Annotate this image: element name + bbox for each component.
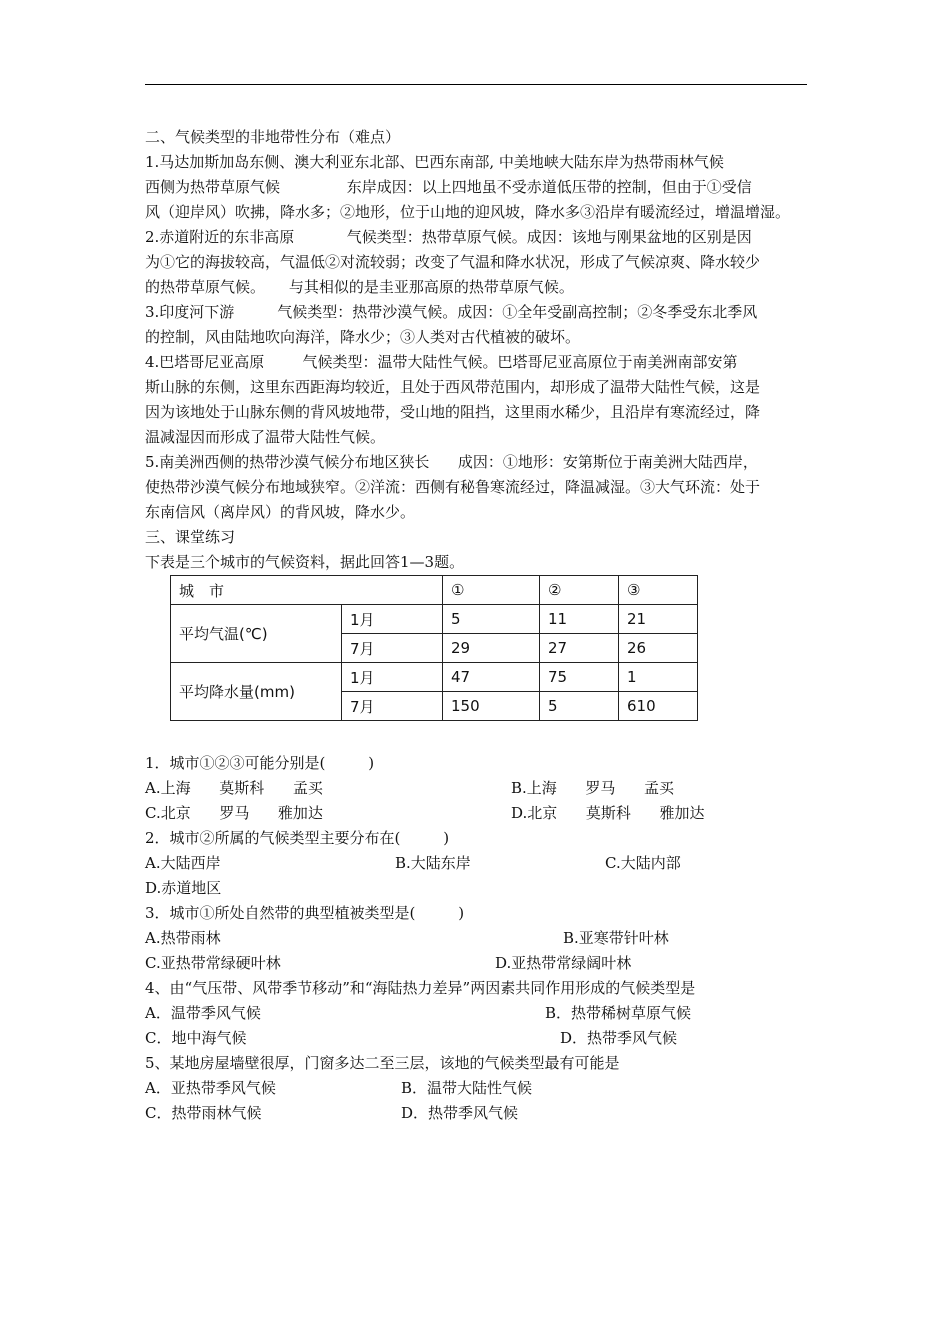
paragraph-line: 的热带草原气候。 与其相似的是圭亚那高原的热带草原气候。	[145, 278, 574, 296]
option-d: D．热带季风气候	[560, 1029, 678, 1047]
question-5: 5、某地房屋墙壁很厚，门窗多达二至三层，该地的气候类型最有可能是	[145, 1054, 620, 1072]
option-d: D.赤道地区	[145, 879, 222, 897]
spacer	[145, 721, 817, 751]
paragraph-line: 3.印度河下游 气候类型：热带沙漠气候。成因：①全年受副高控制；②冬季受东北季风	[145, 303, 758, 321]
paragraph-line: 东南信风（离岸风）的背风坡，降水少。	[145, 503, 416, 521]
section3-heading: 三、课堂练习	[145, 528, 236, 546]
table-cell: 27	[540, 634, 619, 663]
option-c: C.亚热带常绿硬叶林	[145, 954, 281, 972]
table-cell: 150	[443, 692, 540, 721]
option-b: B．温带大陆性气候	[401, 1079, 533, 1097]
option-a: A.大陆西岸	[145, 854, 221, 872]
question-4: 4、由“气压带、风带季节移动”和“海陆热力差异”两因素共同作用形成的气候类型是	[145, 979, 696, 997]
paragraph-line: 1.马达加斯加岛东侧、澳大利亚东北部、巴西东南部, 中美地峡大陆东岸为热带雨林气候	[145, 153, 724, 171]
option-c: C．地中海气候	[145, 1029, 247, 1047]
paragraph-line: 温减湿因而形成了温带大陆性气候。	[145, 428, 386, 446]
table-cell: 47	[443, 663, 540, 692]
options-row	[145, 1001, 817, 1026]
options-row	[145, 776, 817, 801]
option-d: D.北京 莫斯科 雅加达	[511, 804, 705, 822]
option-a: A.上海 莫斯科 孟买	[145, 779, 323, 797]
paragraph-line: 的控制，风由陆地吹向海洋，降水少；③人类对古代植被的破坏。	[145, 328, 581, 346]
month-cell: 1月	[342, 605, 443, 634]
table-cell: 11	[540, 605, 619, 634]
document-body	[145, 125, 817, 1126]
options-row	[145, 1076, 817, 1101]
table-cell: 5	[540, 692, 619, 721]
paragraph-line: 西侧为热带草原气候 东岸成因：以上四地虽不受赤道低压带的控制，但由于①受信	[145, 178, 752, 196]
table-row	[171, 605, 698, 634]
options-row	[145, 1026, 817, 1051]
table-cell: 26	[619, 634, 698, 663]
table-cell: 610	[619, 692, 698, 721]
paragraph-line: 4.巴塔哥尼亚高原 气候类型：温带大陆性气候。巴塔哥尼亚高原位于南美洲南部安第	[145, 353, 738, 371]
question-2: 2．城市②所属的气候类型主要分布在( )	[145, 829, 450, 847]
option-a: A．温带季风气候	[145, 1004, 261, 1022]
table-row	[171, 576, 698, 605]
table-intro: 下表是三个城市的气候资料，据此回答1—3题。	[145, 553, 465, 571]
row-label-temperature: 平均气温(℃)	[171, 605, 342, 663]
option-b: B.大陆东岸	[395, 854, 471, 872]
option-c: C.大陆内部	[605, 854, 681, 872]
option-c: C.北京 罗马 雅加达	[145, 804, 323, 822]
table-header-city: 城 市	[171, 576, 443, 605]
paragraph-line: 2.赤道附近的东非高原 气候类型：热带草原气候。成因：该地与刚果盆地的区别是因	[145, 228, 752, 246]
table-header-cell: ②	[540, 576, 619, 605]
option-a: A.热带雨林	[145, 929, 221, 947]
table-header-cell: ③	[619, 576, 698, 605]
option-d: D．热带季风气候	[401, 1104, 519, 1122]
section2-heading: 二、气候类型的非地带性分布（难点）	[145, 128, 401, 146]
question-1: 1．城市①②③可能分别是( )	[145, 754, 375, 772]
paragraph-line: 使热带沙漠气候分布地域狭窄。②洋流：西侧有秘鲁寒流经过，降温减湿。③大气环流：处于	[145, 478, 761, 496]
row-label-precipitation: 平均降水量(mm)	[171, 663, 342, 721]
paragraph-line: 因为该地处于山脉东侧的背风坡地带，受山地的阻挡，这里雨水稀少，且沿岸有寒流经过，降	[145, 403, 761, 421]
option-a: A．亚热带季风气候	[145, 1079, 276, 1097]
paragraph-line: 5.南美洲西侧的热带沙漠气候分布地区狭长 成因：①地形：安第斯位于南美洲大陆西岸，	[145, 453, 758, 471]
options-row	[145, 801, 817, 826]
climate-table	[170, 575, 698, 721]
paragraph-line: 为①它的海拔较高，气温低②对流较弱；改变了气温和降水状况，形成了气候凉爽、降水较少	[145, 253, 761, 271]
table-cell: 5	[443, 605, 540, 634]
table-cell: 29	[443, 634, 540, 663]
question-3: 3．城市①所处自然带的典型植被类型是( )	[145, 904, 465, 922]
table-header-cell: ①	[443, 576, 540, 605]
month-cell: 7月	[342, 634, 443, 663]
options-row	[145, 951, 817, 976]
options-row	[145, 851, 817, 876]
table-row	[171, 663, 698, 692]
paragraph-line: 风（迎岸风）吹拂，降水多；②地形，位于山地的迎风坡，降水多③沿岸有暖流经过，增温增湿。	[145, 203, 791, 221]
options-row	[145, 1101, 817, 1126]
month-cell: 7月	[342, 692, 443, 721]
header-rule	[145, 84, 807, 85]
month-cell: 1月	[342, 663, 443, 692]
option-b: B.上海 罗马 孟买	[511, 779, 675, 797]
paragraph-line: 斯山脉的东侧，这里东西距海均较近，且处于西风带范围内，却形成了温带大陆性气候，这是	[145, 378, 761, 396]
table-cell: 1	[619, 663, 698, 692]
table-cell: 21	[619, 605, 698, 634]
options-row	[145, 926, 817, 951]
option-c: C．热带雨林气候	[145, 1104, 262, 1122]
option-b: B．热带稀树草原气候	[545, 1004, 692, 1022]
option-d: D.亚热带常绿阔叶林	[495, 954, 632, 972]
table-cell: 75	[540, 663, 619, 692]
option-b: B.亚寒带针叶林	[563, 929, 669, 947]
